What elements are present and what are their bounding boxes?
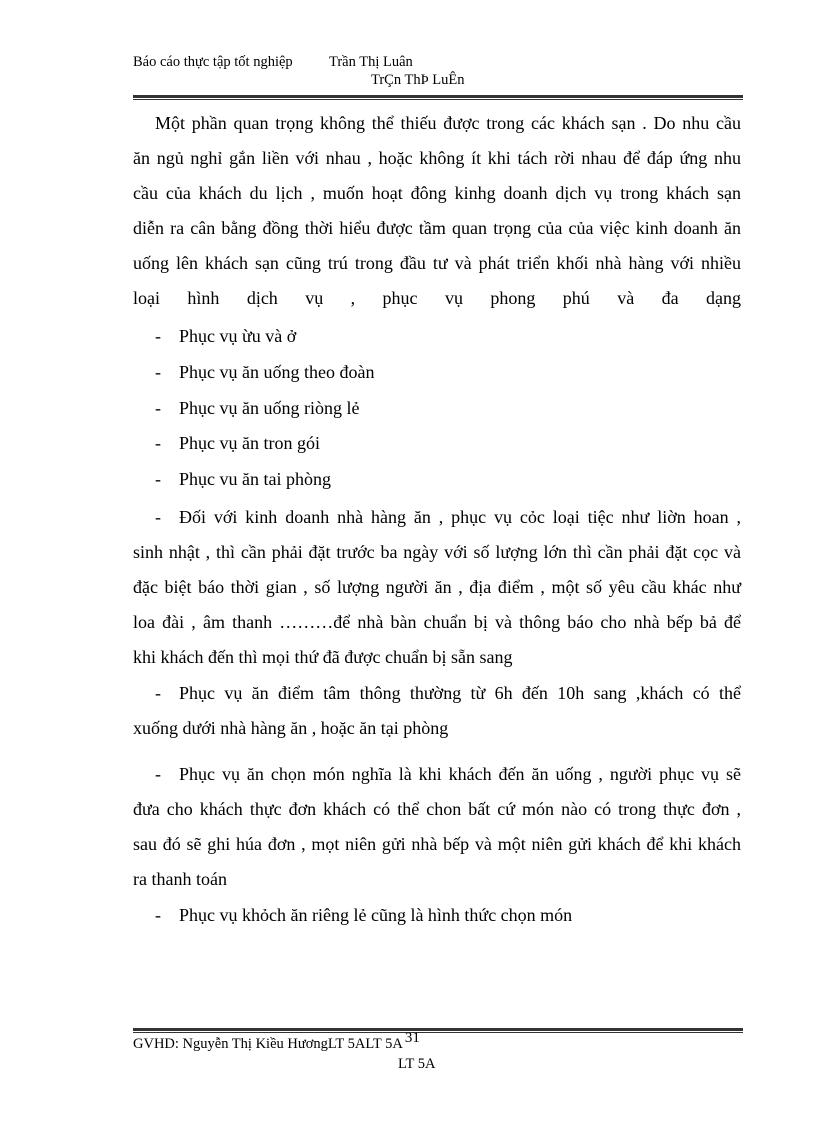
banquet-line: đặc biệt báo thời gian , số lượng người ăn , địa điểm , một số yêu cầu khác như <box>133 577 741 597</box>
footer-supervisor: GVHD: Nguyễn Thị Kiều HươngLT 5ALT 5A 31 <box>133 1030 420 1052</box>
header-rule <box>133 95 743 100</box>
header-author: Trần Thị Luân <box>329 54 413 70</box>
header-author-garbled: TrÇn ThÞ LuÊn <box>371 72 465 88</box>
list-item: - Phục vụ ăn tron gói <box>155 433 320 453</box>
alacarte-line: - Phục vụ ăn chọn món nghĩa là khi khách đến ăn uống , người phục vụ sẽ <box>155 764 741 784</box>
banquet-paragraph <box>133 500 741 675</box>
alacarte-paragraph <box>133 757 741 897</box>
breakfast-line: xuống dưới nhà hàng ăn , hoặc ăn tại phòng <box>133 718 449 738</box>
banquet-line: sinh nhật , thì cần phải đặt trước ba ngày với số lượng lớn thì cần phải đặt cọc và <box>133 542 741 562</box>
list-item: - Phục vu ăn tai phòng <box>155 469 331 489</box>
intro-line: loại hình dịch vụ , phục vụ phong phú và đa dạng <box>133 288 741 308</box>
list-item: - Phục vụ ăn uống theo đoàn <box>155 362 375 382</box>
intro-line: cầu của khách du lịch , muốn hoạt đông kinhg doanh dịch vụ trong khách sạn <box>133 183 741 203</box>
breakfast-paragraph <box>133 676 741 746</box>
alacarte-line: đưa cho khách thực đơn khách có thể chon bất cứ món nào có trong thực đơn , <box>133 799 741 819</box>
intro-line: uống lên khách sạn cũng trú trong đầu tư và phát triển khối nhà hàng với nhiều <box>133 253 741 273</box>
intro-line: Một phần quan trọng không thể thiếu được trong các khách sạn . Do nhu cầu <box>155 113 741 133</box>
intro-line: diễn ra cân bằng đồng thời hiểu được tầm quan trọng của của việc kinh doanh ăn <box>133 218 741 238</box>
footer-rule <box>133 1028 743 1033</box>
list-item-last: - Phục vụ khỏch ăn riêng lẻ cũng là hình thức chọn món <box>155 905 573 925</box>
breakfast-line: - Phục vụ ăn điểm tâm thông thường từ 6h đến 10h sang ,khách có thể <box>155 683 741 703</box>
footer-class: LT 5A <box>398 1056 436 1072</box>
header-report-title: Báo cáo thực tập tốt nghiệp Trần Thị Luân <box>133 54 413 70</box>
list-item: - Phục vụ ừu và ở <box>155 326 297 346</box>
banquet-line: khi khách đến thì mọi thứ đã được chuẩn bị sẵn sang <box>133 647 513 667</box>
alacarte-line: ra thanh toán <box>133 869 227 889</box>
intro-paragraph <box>133 106 741 316</box>
list-item: - Phục vụ ăn uống riòng lẻ <box>155 398 360 418</box>
banquet-line: loa đài , âm thanh ………để nhà bàn chuẩn bị và thông báo cho nhà bếp bả để <box>133 612 741 632</box>
page-number: 31 <box>404 1030 420 1046</box>
intro-line: ăn ngủ nghỉ gắn liền với nhau , hoặc không ít khi tách rời nhau để đáp ứng nhu <box>133 148 741 168</box>
alacarte-line: sau đó sẽ ghi húa đơn , mọt niên gửi nhà bếp và một niên gửi khách để khi khách <box>133 834 741 854</box>
banquet-line: - Đối với kinh doanh nhà hàng ăn , phục vụ cỏc loại tiệc như liờn hoan , <box>155 507 741 527</box>
